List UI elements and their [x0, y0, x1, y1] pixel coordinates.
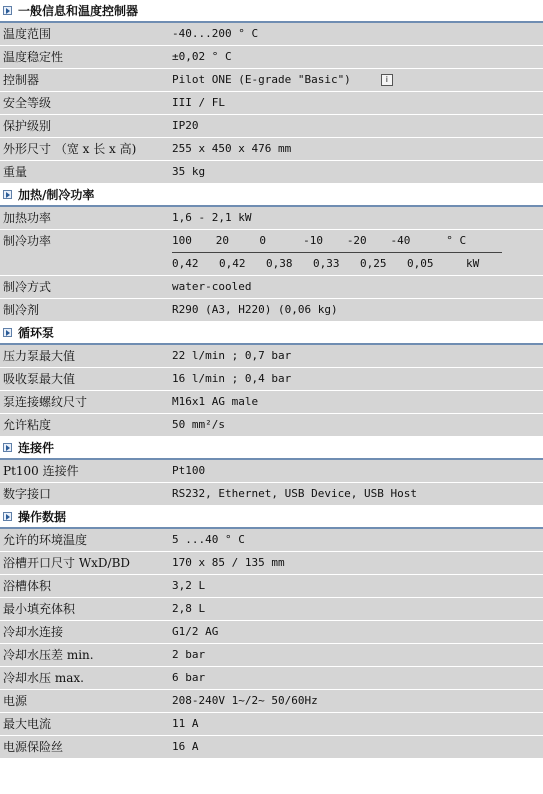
spec-label: 电源保险丝 [3, 740, 64, 754]
spec-value: 208-240V 1~/2~ 50/60Hz [172, 694, 318, 707]
spec-value: -40...200 ° C [172, 27, 259, 40]
cooling-power-values-row [172, 253, 543, 275]
power-cell: 0,33 [313, 257, 340, 270]
spec-value: 16 l/min ; 0,4 bar [172, 372, 292, 385]
expand-arrow-icon[interactable] [3, 6, 12, 15]
spec-value: 2 bar [172, 648, 206, 661]
spec-label: 最大电流 [3, 717, 52, 731]
spec-value: M16x1 AG male [172, 395, 259, 408]
power-cell: 0,42 [219, 257, 246, 270]
spec-label: 重量 [3, 165, 28, 179]
spec-row [0, 23, 543, 46]
power-cell: 0,05 [407, 257, 434, 270]
spec-label: 数字接口 [3, 487, 52, 501]
spec-row [0, 483, 543, 506]
spec-label: 浴槽体积 [3, 579, 52, 593]
spec-row [0, 345, 543, 368]
section-title: 循环泵 [18, 326, 55, 340]
spec-row [0, 46, 543, 69]
cooling-temp-row [172, 230, 502, 253]
spec-label: 冷却水连接 [3, 625, 64, 639]
section-header-connections[interactable] [0, 437, 543, 460]
spec-value: 11 A [172, 717, 199, 730]
power-unit: kW [466, 257, 480, 270]
spec-row [0, 69, 543, 92]
spec-row [0, 414, 543, 437]
section-header-operating-data[interactable] [0, 506, 543, 529]
spec-label: Pt100 连接件 [3, 464, 79, 478]
spec-label: 制冷方式 [3, 280, 52, 294]
section-header-pump[interactable] [0, 322, 543, 345]
spec-value: Pt100 [172, 464, 206, 477]
spec-value: water-cooled [172, 280, 252, 293]
spec-row [0, 736, 543, 759]
spec-value: 16 A [172, 740, 199, 753]
spec-label: 电源 [3, 694, 28, 708]
expand-arrow-icon[interactable] [3, 328, 12, 337]
spec-value: G1/2 AG [172, 625, 219, 638]
spec-label: 制冷剂 [3, 303, 40, 317]
spec-label: 最小填充体积 [3, 602, 76, 616]
cooling-power-row [0, 230, 543, 276]
power-cell: 0,38 [266, 257, 293, 270]
spec-value: III / FL [172, 96, 225, 109]
spec-row [0, 460, 543, 483]
spec-row [0, 276, 543, 299]
temp-cell: 0 [259, 234, 267, 247]
spec-row [0, 552, 543, 575]
spec-row [0, 391, 543, 414]
spec-value: 1,6 - 2,1 kW [172, 211, 252, 224]
spec-row [0, 207, 543, 230]
controller-value: Pilot ONE (E-grade "Basic") [172, 73, 351, 86]
spec-label: 安全等级 [3, 96, 52, 110]
spec-row [0, 621, 543, 644]
spec-row [0, 92, 543, 115]
section-header-general[interactable] [0, 0, 543, 23]
spec-label: 保护级别 [3, 119, 52, 133]
spec-label: 冷却水压 max. [3, 671, 84, 685]
spec-label: 温度范围 [3, 27, 52, 41]
spec-label: 冷却水压差 min. [3, 648, 94, 662]
temp-unit: ° C [446, 234, 467, 247]
spec-value: 35 kg [172, 165, 206, 178]
power-cell: 0,25 [360, 257, 387, 270]
spec-label: 允许的环境温度 [3, 533, 88, 547]
spec-value: 3,2 L [172, 579, 206, 592]
section-title: 连接件 [18, 441, 55, 455]
spec-label: 泵连接螺纹尺寸 [3, 395, 88, 409]
spec-row [0, 115, 543, 138]
spec-value: ±0,02 ° C [172, 50, 232, 63]
expand-arrow-icon[interactable] [3, 190, 12, 199]
spec-row [0, 138, 543, 161]
spec-value: 6 bar [172, 671, 206, 684]
spec-value: R290 (A3, H220) (0,06 kg) [172, 303, 338, 316]
spec-label: 浴槽开口尺寸 WxD/BD [3, 556, 131, 570]
temp-cell: 100 [172, 234, 192, 247]
spec-label: 控制器 [3, 73, 40, 87]
spec-row [0, 644, 543, 667]
spec-row [0, 529, 543, 552]
spec-label: 制冷功率 [3, 234, 52, 248]
spec-row [0, 713, 543, 736]
spec-value: 5 ...40 ° C [172, 533, 245, 546]
section-title: 加热/制冷功率 [18, 188, 95, 202]
expand-arrow-icon[interactable] [3, 512, 12, 521]
spec-label: 温度稳定性 [3, 50, 64, 64]
spec-row [0, 368, 543, 391]
temp-cell: -20 [346, 234, 367, 247]
spec-value: IP20 [172, 119, 199, 132]
spec-value [168, 69, 543, 91]
power-cell: 0,42 [172, 257, 199, 270]
spec-label: 外形尺寸 （宽 x 长 x 高) [3, 142, 137, 156]
expand-arrow-icon[interactable] [3, 443, 12, 452]
spec-row [0, 598, 543, 621]
spec-value: 22 l/min ; 0,7 bar [172, 349, 292, 362]
spec-label: 允许粘度 [3, 418, 52, 432]
spec-row [0, 667, 543, 690]
section-header-heating-cooling[interactable] [0, 184, 543, 207]
spec-label: 压力泵最大值 [3, 349, 76, 363]
section-title: 一般信息和温度控制器 [18, 4, 139, 18]
spec-value: 2,8 L [172, 602, 206, 615]
temp-cell: 20 [215, 234, 229, 247]
spec-row [0, 299, 543, 322]
info-icon[interactable]: i [381, 74, 393, 86]
spec-label: 吸收泵最大值 [3, 372, 76, 386]
spec-row [0, 575, 543, 598]
section-title: 操作数据 [18, 510, 67, 524]
spec-row [0, 161, 543, 184]
cooling-power-table [168, 230, 543, 275]
spec-row [0, 690, 543, 713]
spec-value: 50 mm²/s [172, 418, 225, 431]
spec-value: RS232, Ethernet, USB Device, USB Host [172, 487, 418, 500]
spec-value: 255 x 450 x 476 mm [172, 142, 292, 155]
temp-cell: -10 [303, 234, 323, 247]
spec-label: 加热功率 [3, 211, 52, 225]
spec-value: 170 x 85 / 135 mm [172, 556, 285, 569]
temp-cell: -40 [390, 234, 411, 247]
